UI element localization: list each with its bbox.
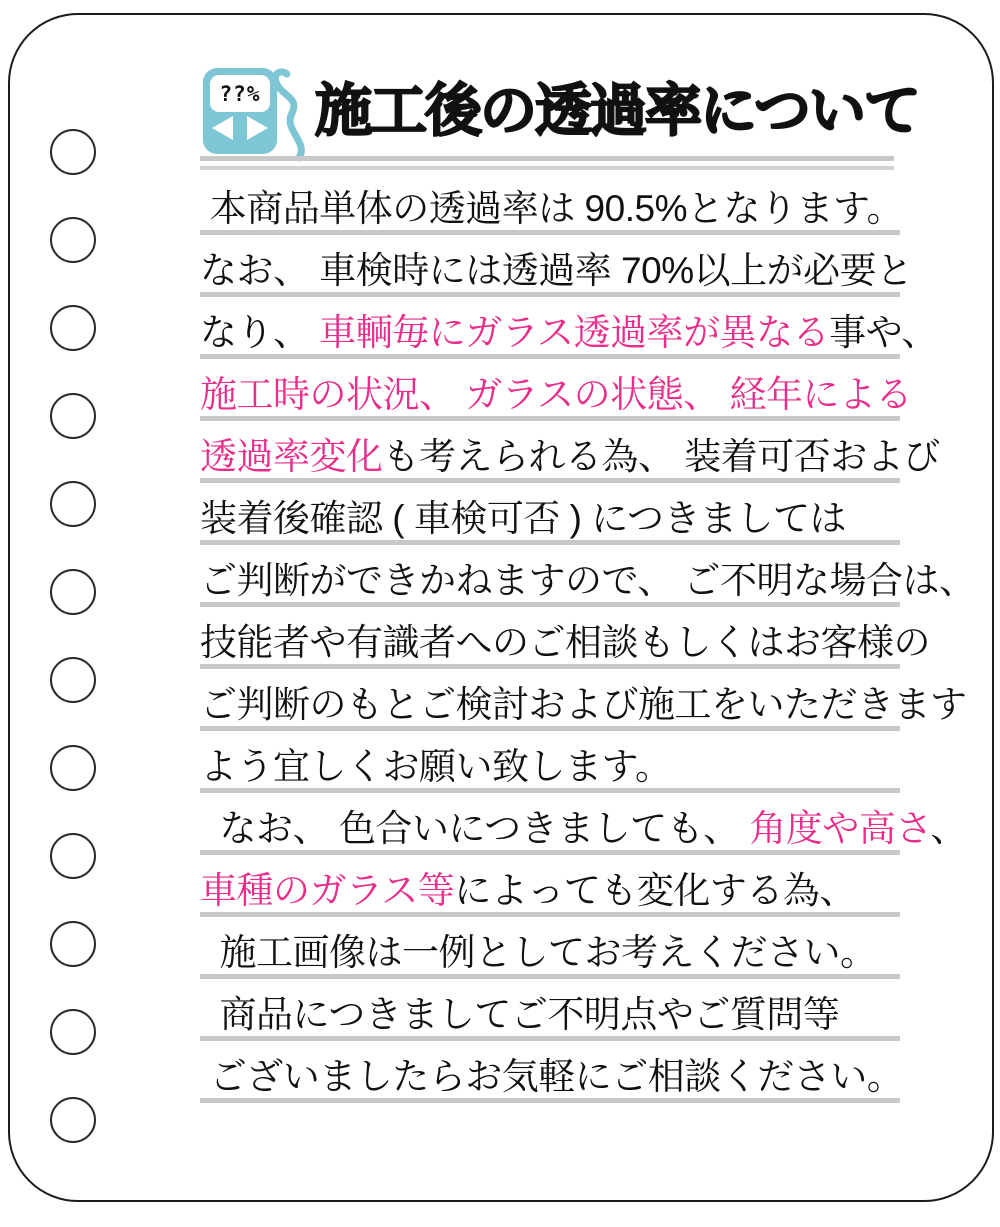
- punch-hole: [50, 217, 96, 263]
- text-line: [200, 558, 976, 607]
- text-segment: なお、 車検時には透過率 70%以上が必要と: [200, 250, 913, 291]
- text-line: [200, 1054, 904, 1103]
- text-line: [200, 806, 967, 855]
- text-segment: 技能者や有識者へのご相談もしくはお客様の: [200, 622, 930, 663]
- page-title: 施工後の透過率について: [315, 79, 919, 143]
- text-line: [200, 186, 904, 235]
- text-line: [200, 868, 900, 917]
- text-segment: 透過率変化: [200, 436, 383, 477]
- text-line: [200, 930, 900, 979]
- punch-hole: [50, 481, 96, 527]
- text-segment: なお、 色合いにつきましても、: [200, 808, 750, 849]
- text-segment: 、: [930, 808, 967, 849]
- punch-hole: [50, 657, 96, 703]
- text-segment: ご判断のもとご検討および施工をいただきます: [200, 684, 967, 725]
- header: [203, 68, 919, 162]
- text-line: [200, 620, 930, 669]
- punch-hole: [50, 393, 96, 439]
- text-segment: 装着後確認 ( 車検可否 ) につきましては: [200, 498, 847, 539]
- meter-left-arrow-icon: [212, 116, 233, 140]
- text-segment: 商品につきましてご不明点やご質問等: [200, 994, 840, 1035]
- text-line: [200, 372, 912, 421]
- punch-hole: [50, 1009, 96, 1055]
- transmittance-meter-icon: [203, 68, 277, 154]
- text-line: [200, 992, 900, 1041]
- punch-hole: [50, 569, 96, 615]
- text-line: [200, 496, 900, 545]
- text-segment: ご判断ができかねますので、 ご不明な場合は、: [200, 560, 976, 601]
- text-lines: [200, 186, 976, 1116]
- text-segment: 施工画像は一例としてお考えください。: [200, 932, 877, 973]
- text-segment: 本商品単体の透過率は 90.5%となります。: [200, 188, 904, 229]
- title-divider: [200, 166, 894, 170]
- text-segment: なり、: [200, 312, 320, 353]
- punch-hole: [50, 745, 96, 791]
- text-segment: 施工時の状況、 ガラスの状態、 経年による: [200, 374, 912, 415]
- text-segment: 車種のガラス等: [200, 870, 455, 911]
- text-segment: も考えられる為、 装着可否および: [382, 436, 940, 477]
- meter-right-arrow-icon: [247, 116, 268, 140]
- text-segment: ございましたらお気軽にご相談ください。: [200, 1056, 904, 1097]
- text-segment: 車輌毎にガラス透過率が異なる: [319, 312, 830, 353]
- text-line: [200, 310, 938, 359]
- text-line: [200, 248, 913, 297]
- punch-hole: [50, 305, 96, 351]
- punch-hole: [50, 833, 96, 879]
- punch-hole: [50, 921, 96, 967]
- text-segment: によっても変化する為、: [454, 870, 856, 911]
- text-segment: よう宜しくお願い致します。: [200, 746, 672, 787]
- text-segment: 角度や高さ: [749, 808, 931, 849]
- text-line: [200, 434, 940, 483]
- text-line: [200, 744, 900, 793]
- punch-hole: [50, 129, 96, 175]
- title-divider: [200, 156, 894, 161]
- meter-screen-text: ??%: [219, 81, 261, 106]
- text-line: [200, 682, 967, 731]
- punch-holes: [50, 129, 96, 1143]
- text-segment: 事や、: [829, 312, 938, 353]
- meter-screen: [210, 75, 270, 112]
- punch-hole: [50, 1097, 96, 1143]
